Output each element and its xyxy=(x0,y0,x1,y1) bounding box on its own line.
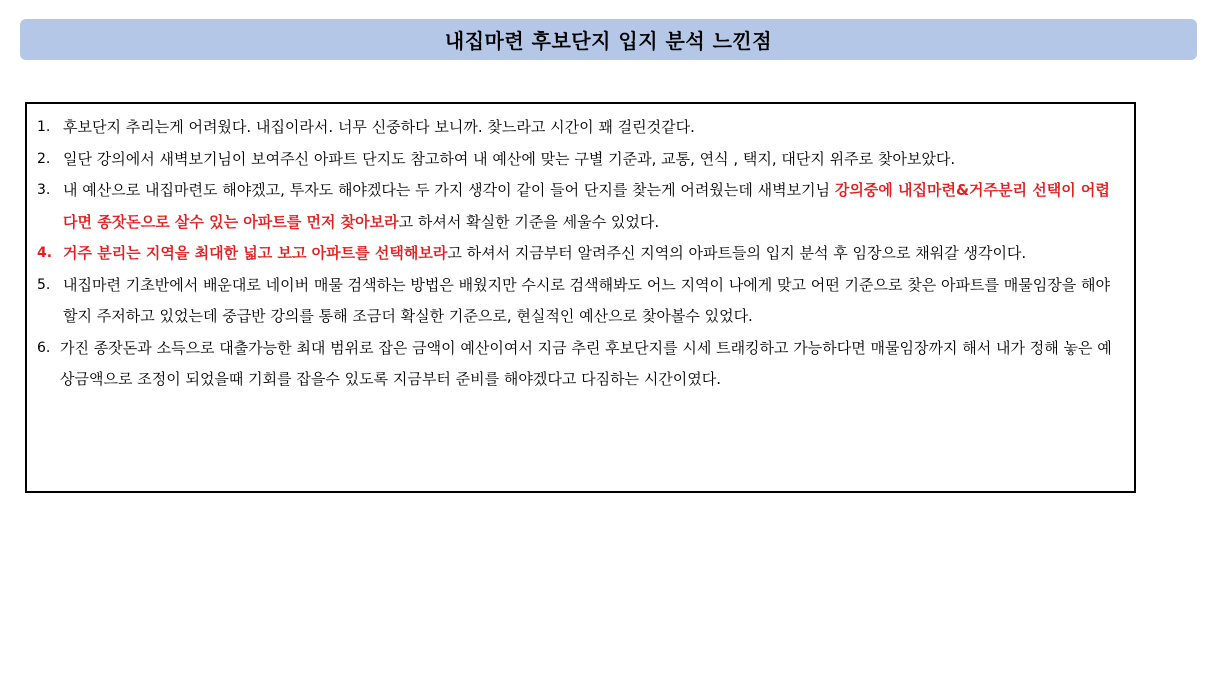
list-item xyxy=(37,112,1124,144)
list-item-text: 일단 강의에서 새벽보기님이 보여주신 아파트 단지도 참고하여 내 예산에 맞는 구별 기준과, 교통, 연식 , 택지, 대단지 위주로 찾아보았다. xyxy=(63,149,956,168)
list-item-text: 내집마련 기초반에서 배운대로 네이버 매물 검색하는 방법은 배웠지만 수시로 검색해봐도 어느 지역이 나에게 맞고 어떤 기준으로 찾은 아파트를 매물임장을 해야할지 주저하고 있었는데 중급반 강의를 통해 조금더 확실한 기준으로, 현실적인 예산으로 찾아볼수 있었다. xyxy=(63,275,1110,325)
list-item xyxy=(37,144,1124,176)
list-item-number: 2. xyxy=(37,150,51,167)
list-item xyxy=(37,270,1124,333)
title-banner xyxy=(20,19,1197,60)
highlighted-text: 거주 분리는 지역을 최대한 넓고 보고 아파트를 선택해보라 xyxy=(63,244,448,262)
list-item-text-before: 내 예산으로 내집마련도 해야겠고, 투자도 해야겠다는 두 가지 생각이 같이 들어 단지를 찾는게 어려웠는데 새벽보기님 xyxy=(63,181,835,199)
list-item-number: 4. xyxy=(37,245,53,261)
list-item-text-after: 고 하셔서 지금부터 알려주신 지역의 아파트들의 입지 분석 후 임장으로 채워갈 생각이다. xyxy=(447,244,1027,262)
list-item-number: 6. xyxy=(37,339,51,356)
list-item-text xyxy=(63,238,1124,270)
highlighted-text: 강의중에 내집마련&거주분리 선택이 어렵다면 종잣돈으로 살수 있는 아파트를 먼저 찾아보라 xyxy=(63,181,1110,231)
list-item-text: 가진 종잣돈과 소득으로 대출가능한 최대 범위로 잡은 금액이 예산이여서 지금 추린 후보단지를 시세 트래킹하고 가능하다면 매물임장까지 해서 내가 정해 놓은 예상금액으로 조정이 되었을때 기회를 잡을수 있도록 지금부터 준비를 해야겠다고 다짐하는 시간이였다. xyxy=(60,338,1112,388)
list-item xyxy=(37,238,1124,270)
list-item xyxy=(37,175,1124,238)
page-title: 내집마련 후보단지 입지 분석 느낀점 xyxy=(444,29,773,53)
list-item-text xyxy=(63,175,1124,238)
list-item-text-after: 고 하셔서 확실한 기준을 세울수 있었다. xyxy=(398,212,660,231)
reflection-list-box xyxy=(25,102,1136,493)
list-item xyxy=(37,333,1124,396)
list-item-number: 5. xyxy=(37,276,51,293)
list-item-number: 1. xyxy=(37,119,51,135)
list-item-text: 후보단지 추리는게 어려웠다. 내집이라서. 너무 신중하다 보니까. 찾느라고 시간이 꽤 걸린것같다. xyxy=(63,118,695,136)
list-item-number: 3. xyxy=(37,182,51,198)
